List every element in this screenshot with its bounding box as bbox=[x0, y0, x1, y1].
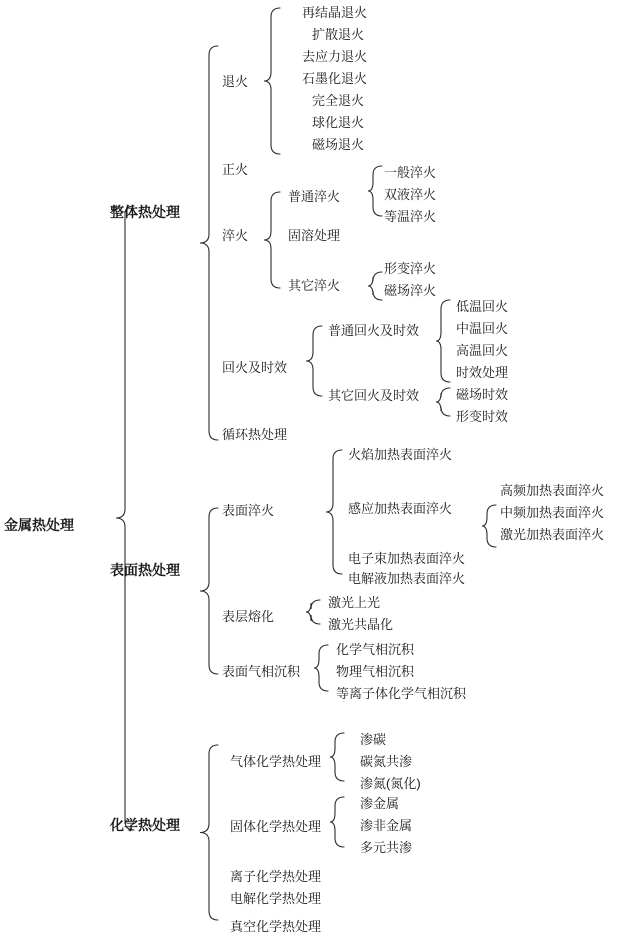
node-other-quenching: 其它淬火 bbox=[288, 278, 341, 293]
brace-normal-quench bbox=[368, 166, 382, 216]
node-induction-surface-quenching: 感应加热表面淬火 bbox=[348, 501, 453, 516]
node-magnetic-field-quenching: 磁场淬火 bbox=[384, 283, 437, 298]
node-cvd: 化学气相沉积 bbox=[336, 642, 415, 657]
node-vacuum-chemical-heat-treatment: 真空化学热处理 bbox=[230, 919, 322, 934]
node-non-metal-infiltration: 渗非金属 bbox=[360, 818, 413, 833]
brace-quench bbox=[264, 192, 280, 288]
node-common-quenching: 普通淬火 bbox=[288, 189, 341, 204]
node-cyclic-heat-treatment: 循环热处理 bbox=[222, 427, 288, 442]
brace-other-temper bbox=[436, 388, 450, 416]
brace-root bbox=[116, 206, 134, 830]
brace-cvd-surface bbox=[314, 645, 328, 691]
node-pvd: 物理气相沉积 bbox=[336, 664, 415, 679]
brace-temper bbox=[306, 326, 322, 396]
node-spheroidizing-annealing: 球化退火 bbox=[312, 115, 365, 130]
brace-gas-chemical bbox=[330, 733, 344, 781]
node-ion-chemical-heat-treatment: 离子化学热处理 bbox=[230, 869, 322, 884]
node-solid-chemical-heat-treatment: 固体化学热处理 bbox=[230, 819, 322, 834]
node-diffusion-annealing: 扩散退火 bbox=[312, 27, 365, 42]
node-laser-surface-quenching: 激光加热表面淬火 bbox=[500, 527, 605, 542]
brace-induction bbox=[482, 505, 496, 547]
node-electrolyte-surface-quenching: 电解液加热表面淬火 bbox=[348, 571, 466, 586]
node-laser-glazing: 激光上光 bbox=[328, 595, 381, 610]
node-deformation-quenching: 形变淬火 bbox=[384, 261, 437, 276]
node-carbonitriding: 碳氮共渗 bbox=[360, 754, 413, 769]
node-multi-element-infiltration: 多元共渗 bbox=[360, 840, 413, 855]
node-dual-liquid-quenching: 双液淬火 bbox=[384, 187, 437, 202]
node-nitriding: 渗氮(氮化) bbox=[360, 776, 421, 791]
node-overall-heat-treatment: 整体热处理 bbox=[110, 204, 180, 220]
node-isothermal-quenching: 等温淬火 bbox=[384, 209, 437, 224]
node-surface-melting: 表层熔化 bbox=[222, 609, 275, 624]
node-surface-heat-treatment: 表面热处理 bbox=[110, 562, 180, 578]
node-gas-chemical-heat-treatment: 气体化学热处理 bbox=[230, 754, 322, 769]
brace-surface bbox=[200, 508, 218, 674]
node-quenching: 淬火 bbox=[222, 228, 249, 243]
node-general-quenching: 一般淬火 bbox=[384, 165, 437, 180]
node-magnetic-field-aging: 磁场时效 bbox=[456, 387, 509, 402]
node-normalizing: 正火 bbox=[222, 162, 249, 177]
node-metallizing: 渗金属 bbox=[360, 796, 400, 811]
node-tempering-aging: 回火及时效 bbox=[222, 360, 288, 375]
node-magnetic-field-annealing: 磁场退火 bbox=[312, 137, 365, 152]
node-electron-beam-surface-quenching: 电子束加热表面淬火 bbox=[348, 551, 466, 566]
node-low-temp-tempering: 低温回火 bbox=[456, 299, 509, 314]
node-flame-surface-quenching: 火焰加热表面淬火 bbox=[348, 447, 453, 462]
node-surface-quenching: 表面淬火 bbox=[222, 503, 275, 518]
node-annealing: 退火 bbox=[222, 74, 249, 89]
node-laser-eutectic: 激光共晶化 bbox=[328, 617, 394, 632]
brace-chemical bbox=[200, 745, 218, 920]
brace-other-quench bbox=[368, 272, 382, 300]
node-medium-frequency-surface-quenching: 中频加热表面淬火 bbox=[500, 505, 605, 520]
node-carburizing: 渗碳 bbox=[360, 732, 387, 747]
brace-surface-melt bbox=[306, 600, 320, 624]
node-full-annealing: 完全退火 bbox=[312, 93, 365, 108]
node-deformation-aging: 形变时效 bbox=[456, 409, 509, 424]
node-surface-vapor-deposition: 表面气相沉积 bbox=[222, 664, 301, 679]
node-root-metal-heat-treatment: 金属热处理 bbox=[4, 517, 74, 533]
brace-overall bbox=[200, 46, 218, 440]
node-aging-treatment: 时效处理 bbox=[456, 365, 509, 380]
node-mid-temp-tempering: 中温回火 bbox=[456, 321, 509, 336]
node-other-tempering-aging: 其它回火及时效 bbox=[328, 388, 420, 403]
node-plasma-cvd: 等离子体化学气相沉积 bbox=[336, 686, 467, 701]
node-high-frequency-surface-quenching: 高频加热表面淬火 bbox=[500, 483, 605, 498]
brace-common-temper bbox=[436, 300, 450, 382]
node-stress-relief-annealing: 去应力退火 bbox=[302, 49, 368, 64]
brace-anneal bbox=[264, 8, 280, 154]
brace-surface-quench bbox=[326, 450, 342, 574]
node-recrystallization-annealing: 再结晶退火 bbox=[302, 5, 368, 20]
brace-solid-chemical bbox=[330, 797, 344, 847]
node-common-tempering-aging: 普通回火及时效 bbox=[328, 323, 420, 338]
node-high-temp-tempering: 高温回火 bbox=[456, 343, 509, 358]
node-chemical-heat-treatment: 化学热处理 bbox=[110, 817, 180, 833]
node-graphitizing-annealing: 石墨化退火 bbox=[302, 71, 368, 86]
node-electrolytic-chemical-heat-treatment: 电解化学热处理 bbox=[230, 891, 322, 906]
node-solution-treatment: 固溶处理 bbox=[288, 228, 341, 243]
